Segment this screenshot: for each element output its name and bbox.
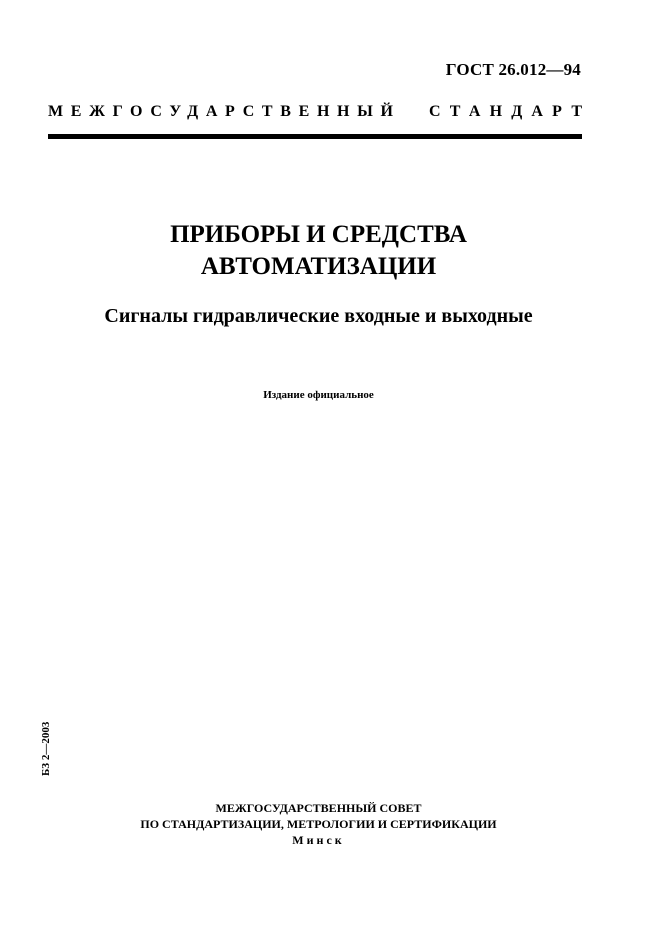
edition-note: Издание официальное xyxy=(263,389,374,401)
title-line-2: АВТОМАТИЗАЦИИ xyxy=(200,253,437,280)
publisher-block xyxy=(0,800,637,848)
header-rule xyxy=(48,134,582,139)
publisher-line-1: МЕЖГОСУДАРСТВЕННЫЙ СОВЕТ xyxy=(215,801,422,815)
side-code: БЗ 2—2003 xyxy=(40,721,52,776)
title-line-1: ПРИБОРЫ И СРЕДСТВА xyxy=(170,221,467,248)
standard-number: ГОСТ 26.012—94 xyxy=(445,60,581,79)
standard-type-heading xyxy=(48,103,592,121)
standard-type-word-interstate: МЕЖГОСУДАРСТВЕННЫЙ xyxy=(48,103,401,120)
publisher-line-2: ПО СТАНДАРТИЗАЦИИ, МЕТРОЛОГИИ И СЕРТИФИКАЦИИ xyxy=(140,817,497,831)
standard-type-word-standard: СТАНДАРТ xyxy=(429,103,592,120)
document-subtitle: Сигналы гидравлические входные и выходные xyxy=(104,305,533,327)
publisher-city: Минск xyxy=(292,833,345,847)
document-title xyxy=(0,219,637,283)
